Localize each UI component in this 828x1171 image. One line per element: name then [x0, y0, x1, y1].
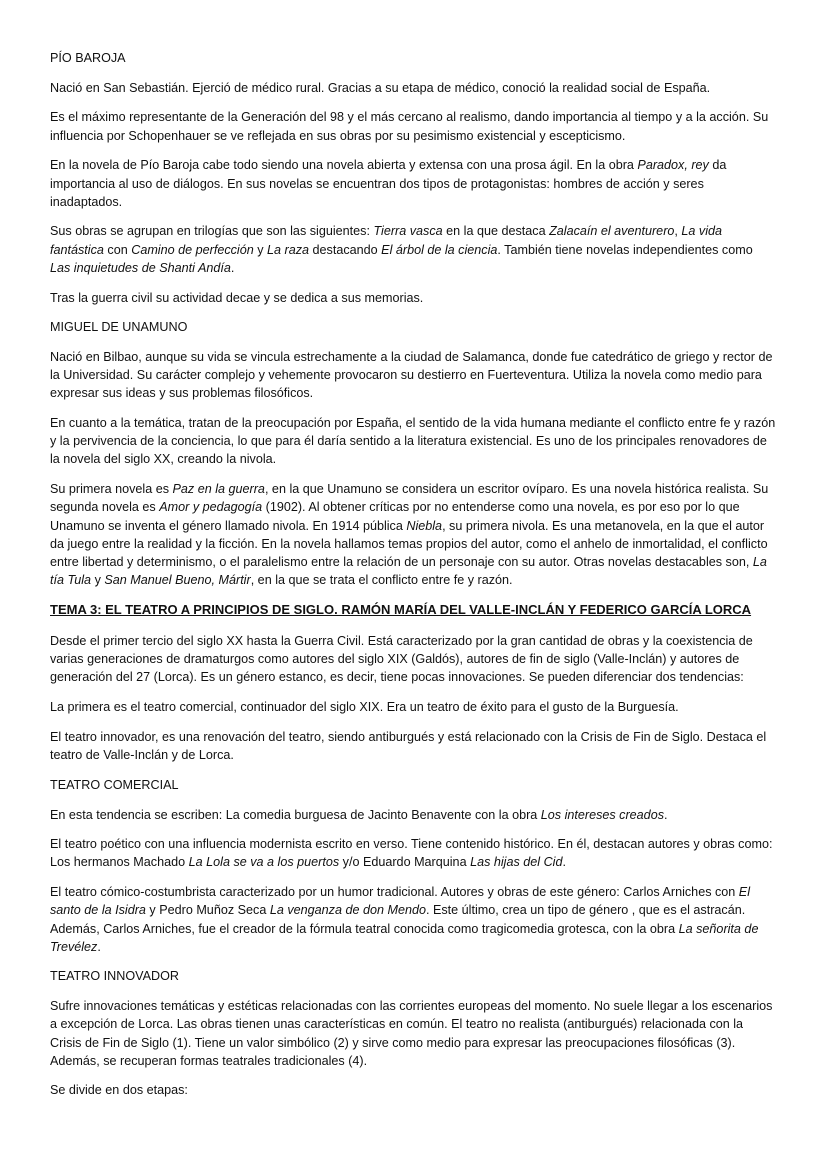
paragraph: Tras la guerra civil su actividad decae y se dedica a sus memorias. [50, 290, 424, 305]
text-run: En la novela de Pío Baroja cabe todo siendo una novela abierta y extensa con una prosa ágil. En la obra [50, 158, 638, 173]
text-run: y/o Eduardo Marquina [339, 855, 471, 870]
text-run: , en la que se trata el conflicto entre fe y razón. [250, 573, 513, 588]
text-run: . [664, 807, 668, 822]
text-run: En esta tendencia se escriben: La comedia burguesa de Jacinto Benavente con la obra [50, 807, 541, 822]
paragraph: Sufre innovaciones temáticas y estéticas relacionadas con las corrientes europeas del momento. No suele llegar a los escenarios a excepción de Lorca. Las obras tienen unas características en común. El teatro no realista (antiburgués) relacionada con la Crisis de Fin de Siglo (1). Tiene un valor simbólico (2) y sirve como medio para expresar las preocupaciones filosóficas (3). Además, se recuperan formas teatrales tradicionales (4). [50, 999, 773, 1068]
paragraph: En cuanto a la temática, tratan de la preocupación por España, el sentido de la vida humana mediante el conflicto entre fe y razón y la pervivencia de la conciencia, lo que para él daría sentido a la literatura existencial. Es uno de los principales renovadores de la novela del siglo XX, creando la nivola. [50, 416, 776, 467]
paragraph: Nació en Bilbao, aunque su vida se vincula estrechamente a la ciudad de Salamanca, donde fue catedrático de griego y rector de la Universidad. Su carácter complejo y vehemente provocaron su destierro en Fuerteventura. Utiliza la novela como medio para expresar sus ideas y sus problemas filosóficos. [50, 349, 773, 401]
text-run: destacando [309, 242, 382, 257]
text-run: Su primera novela es [50, 482, 173, 497]
paragraph [50, 480, 776, 589]
paragraph: Nació en San Sebastián. Ejerció de médico rural. Gracias a su etapa de médico, conoció la realidad social de España. [50, 80, 711, 95]
text-run: con [103, 242, 132, 257]
work-title: La Lola se va a los puertos [188, 855, 340, 870]
text-run: . [97, 939, 101, 954]
text-run: El teatro cómico-costumbrista caracterizado por un humor tradicional. Autores y obras de este género: Carlos Arniches con [50, 885, 739, 900]
work-title: Paradox, rey [637, 158, 709, 173]
work-title: Los intereses creados [540, 807, 664, 822]
work-title: Tierra vasca [373, 224, 443, 239]
text-run: . [230, 260, 235, 275]
heading-teatro-innovador: TEATRO INNOVADOR [50, 969, 179, 984]
text-run: . Este último, crea un tipo de género , que es el astracán. Además, Carlos Arniches, fue el creador de la fórmula teatral conocida como tragicomedia grotesca, con la obra [50, 903, 746, 936]
paragraph: La primera es el teatro comercial, continuador del siglo XIX. Era un teatro de éxito para el gusto de la Burguesía. [50, 700, 679, 715]
work-title: Las hijas del Cid [470, 855, 563, 870]
paragraph: El teatro innovador, es una renovación del teatro, siendo antiburgués y está relacionado con la Crisis de Fin de Siglo. Destaca el teatro de Valle-Inclán y de Lorca. [50, 729, 767, 763]
text-run: y [253, 242, 268, 257]
work-title: El santo de la Isidra [50, 885, 750, 918]
text-run: y [91, 573, 105, 588]
work-title: El árbol de la ciencia [381, 242, 498, 257]
paragraph [50, 156, 776, 211]
work-title: La raza [267, 242, 310, 257]
work-title: Niebla [406, 518, 443, 533]
paragraph [50, 806, 776, 824]
heading-teatro-comercial: TEATRO COMERCIAL [50, 777, 179, 792]
text-run: , en la que Unamuno se considera un escritor ovíparo. Es una novela histórica realista. Su segunda novela es [50, 482, 769, 515]
text-run: , [674, 224, 682, 239]
work-title: Las inquietudes de Shanti Andía [50, 260, 231, 275]
paragraph [50, 835, 776, 871]
paragraph: Es el máximo representante de la Generación del 98 y el más cercano al realismo, dando importancia al tiempo y a la acción. Su influencia por Schopenhauer se ve reflejada en sus obras por su pesimismo existencial y escepticismo. [50, 110, 769, 143]
work-title: Paz en la guerra [172, 482, 265, 497]
text-run: en la que destaca [442, 224, 550, 239]
text-run: y Pedro Muñoz Seca [145, 903, 270, 918]
paragraph: Se divide en dos etapas: [50, 1083, 188, 1098]
text-run: (1902). Al obtener críticas por no entenderse como una novela, es por eso por lo que Unamuno se inventa el género llamado nivola. En 1914 pública [50, 500, 740, 533]
paragraph [50, 222, 776, 277]
work-title: Zalacaín el aventurero [549, 224, 675, 239]
work-title: San Manuel Bueno, Mártir [104, 573, 251, 588]
heading-miguel-de-unamuno: MIGUEL DE UNAMUNO [50, 320, 188, 335]
work-title: Camino de perfección [131, 242, 254, 257]
paragraph [50, 883, 776, 956]
work-title: Amor y pedagogía [159, 500, 263, 515]
text-run: . También tiene novelas independientes como [497, 242, 753, 257]
work-title: La tía Tula [50, 554, 767, 588]
work-title: La venganza de don Mendo [269, 903, 426, 918]
topic-title: TEMA 3: EL TEATRO A PRINCIPIOS DE SIGLO. RAMÓN MARÍA DEL VALLE-INCLÁN Y FEDERICO GARCÍA LORCA [50, 601, 752, 617]
work-title: La vida fantástica [50, 224, 723, 257]
text-run: . [562, 855, 566, 870]
text-run: Sus obras se agrupan en trilogías que son las siguientes: [50, 224, 374, 239]
heading-pio-baroja: PÍO BAROJA [50, 51, 126, 65]
paragraph: Desde el primer tercio del siglo XX hasta la Guerra Civil. Está caracterizado por la gran cantidad de obras y la coexistencia de varias generaciones de dramaturgos como autores del siglo XIX (Galdós), autores de fin de siglo (Valle-Inclán) y autores de generación del 27 (Lorca). Es un género estanco, es decir, tiene pocas innovaciones. Se pueden diferenciar dos tendencias: [50, 634, 753, 685]
text-run: El teatro poético con una influencia modernista escrito en verso. Tiene contenido histórico. En él, destacan autores y obras como: Los hermanos Machado [50, 837, 773, 870]
text-run: da importancia al uso de diálogos. En sus novelas se encuentran dos tipos de protagonistas: hombres de acción y seres inadaptados. [50, 158, 727, 209]
work-title: La señorita de Trevélez [50, 921, 759, 954]
text-run: , su primera nivola. Es una metanovela, en la que el autor da juego entre la realidad y la ficción. En la novela hallamos temas propios del autor, como el anhelo de inmortalidad, el conflicto entre libertad y determinismo, o el paralelismo entre la relación de un personaje con su autor. Otras novelas destacables son, [50, 518, 768, 569]
